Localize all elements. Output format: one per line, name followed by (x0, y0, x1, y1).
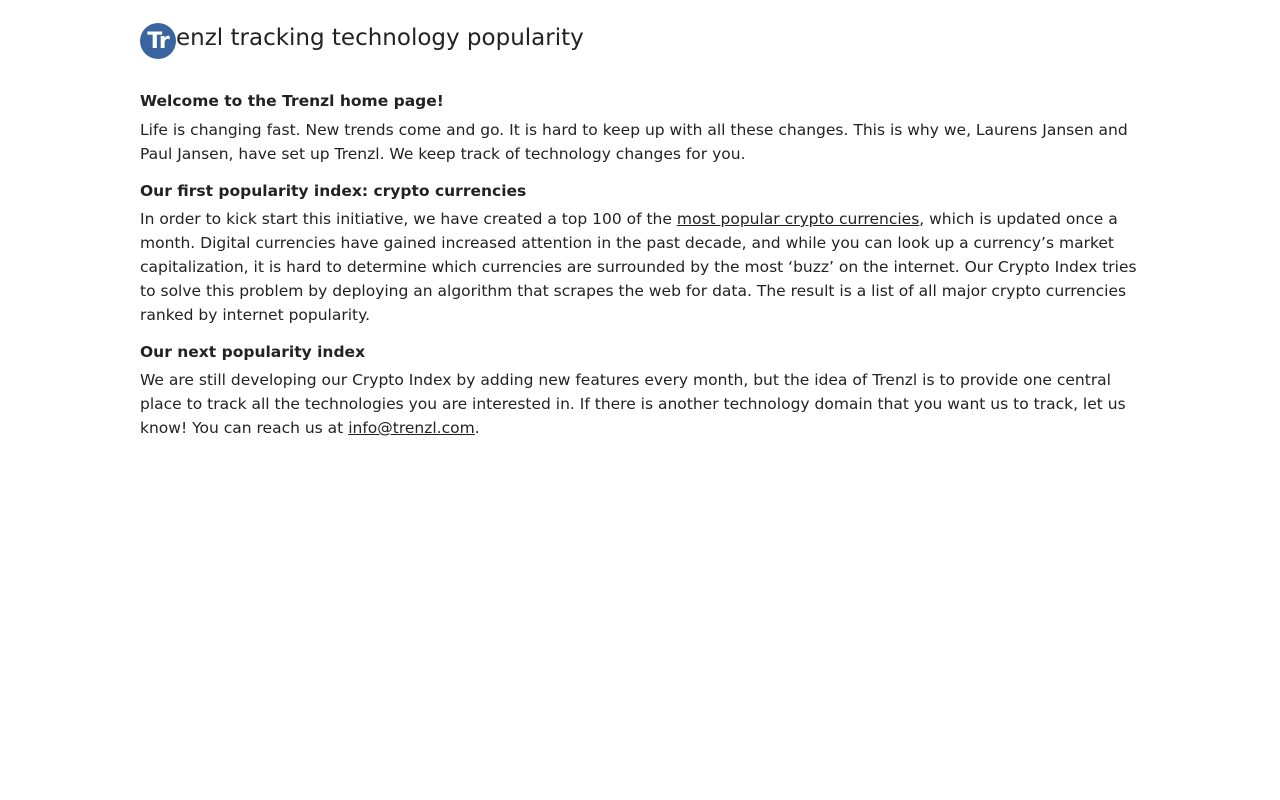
next-index-text (140, 368, 1140, 440)
crypto-text-before: In order to kick start this initiative, we have created a top 100 of the (140, 210, 677, 228)
logo-text: Tr (147, 28, 169, 54)
popular-crypto-link[interactable]: most popular crypto currencies (676, 210, 920, 228)
welcome-text: Life is changing fast. New trends come and go. It is hard to keep up with all these changes. This is why we, Laurens Jansen and Paul Jansen, have set up Trenzl. We keep track of technology changes for you. (140, 121, 1128, 163)
next-text-after: . (474, 419, 480, 437)
email-link[interactable]: info@trenzl.com (348, 419, 475, 437)
next-index-heading: Our next popularity index (140, 343, 366, 361)
crypto-index-heading: Our first popularity index: crypto currencies (140, 182, 527, 200)
trenzl-logo[interactable] (140, 23, 176, 59)
site-header (140, 22, 584, 60)
welcome-heading: Welcome to the Trenzl home page! (140, 92, 444, 110)
crypto-text-after: , which is updated once a month. Digital currencies have gained increased attention in the past decade, and while you can look up a currency’s market capitalization, it is hard to determine which currencies are surrounded by the most ‘buzz’ on the internet. Our Crypto Index tries to solve this problem by deploying an algorithm that scrapes the web for data. The result is a list of all major crypto currencies ranked by internet popularity. (140, 210, 1137, 324)
site-title: enzl tracking technology popularity (176, 24, 584, 51)
next-text-before: We are still developing our Crypto Index by adding new features every month, but the idea of Trenzl is to provide one central place to track all the technologies you are interested in. If there is another technology domain that you want us to track, let us know! You can reach us at (140, 371, 1126, 437)
crypto-index-text (140, 207, 1140, 327)
main-content (140, 90, 1140, 440)
